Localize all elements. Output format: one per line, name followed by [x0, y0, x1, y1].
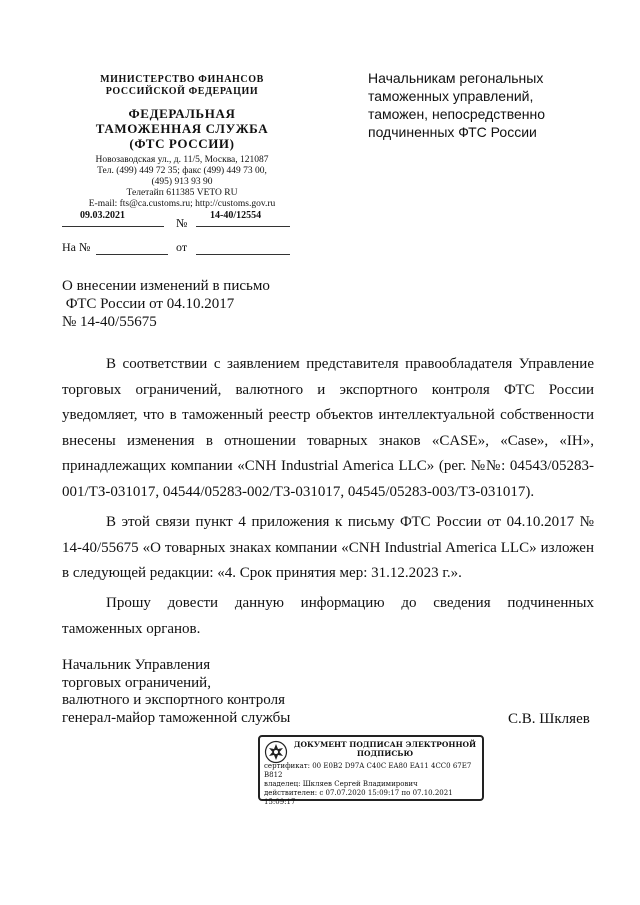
- signatory-name: С.В. Шкляев: [508, 711, 590, 727]
- body-paragraph-1: [62, 352, 594, 505]
- letter-date: 09.03.2021: [80, 210, 125, 221]
- service-name: [62, 106, 302, 151]
- paragraph-3-text: Прошу довести данную информацию до сведения подчиненных таможенных органов.: [62, 595, 594, 637]
- subject-line-2: ФТС России от 04.10.2017: [62, 296, 235, 312]
- ministry-line-1: МИНИСТЕРСТВО ФИНАНСОВ: [100, 74, 264, 85]
- addressee-line-1: Начальникам регональных: [368, 70, 544, 86]
- reference-from-underline: [196, 254, 290, 255]
- signatory-line-4: генерал-майор таможенной службы: [62, 709, 291, 726]
- address-line-3: (495) 913 93 90: [151, 177, 213, 187]
- signatory-line-2: торговых ограничений,: [62, 674, 211, 691]
- reference-underline: [96, 254, 168, 255]
- reference-from: от: [176, 240, 188, 254]
- signatory-line-1: Начальник Управления: [62, 657, 211, 673]
- service-line-3: (ФТС РОССИИ): [129, 136, 235, 151]
- stamp-title: ДОКУМЕНТ ПОДПИСАН ЭЛЕКТРОННОЙ ПОДПИСЬЮ: [293, 740, 477, 758]
- service-line-2: ТАМОЖЕННАЯ СЛУЖБА: [95, 121, 269, 136]
- body-paragraph-2: [62, 510, 594, 587]
- addressee-line-4: подчиненных ФТС России: [368, 124, 537, 140]
- number-underline: [196, 226, 290, 227]
- letter-number: 14-40/12554: [210, 210, 262, 221]
- addressee-line-2: таможенных управлений,: [368, 88, 534, 104]
- service-line-1: ФЕДЕРАЛЬНАЯ: [128, 106, 236, 121]
- stamp-certificate: сертификат: 00 E0B2 D97A C40C EA80 EA11 4CC0 67E7 B812: [264, 762, 472, 779]
- number-sign: №: [176, 216, 188, 230]
- address-line-5: E-mail: fts@ca.customs.ru; http://customs.gov.ru: [88, 199, 276, 209]
- signatory-line-3: валютного и экспортного контроля: [62, 692, 285, 708]
- stamp-details: [264, 762, 480, 807]
- ministry-line-2: РОССИЙСКОЙ ФЕДЕРАЦИИ: [105, 86, 259, 97]
- reference-label: На №: [62, 240, 91, 254]
- emblem-icon: [264, 740, 288, 764]
- e-signature-stamp: [258, 735, 484, 806]
- address-line-2: Тел. (499) 449 72 35; факс (499) 449 73 00,: [97, 166, 267, 176]
- service-address: [56, 155, 308, 210]
- stamp-validity: действителен: с 07.07.2020 15:09:17 по 07.10.2021 15:09:17: [264, 789, 453, 806]
- paragraph-2-text: В этой связи пункт 4 приложения к письму ФТС России от 04.10.2017 № 14-40/55675 «О товарных знаках компании «CNH Industrial America LLC» изложен в следующей редакции: «4. Срок принятия мер: 31.12.2023 г.».: [62, 514, 594, 581]
- stamp-owner: владелец: Шкляев Сергей Владимирович: [264, 780, 418, 788]
- date-underline: [62, 226, 164, 227]
- address-line-1: Новозаводская ул., д. 11/5, Москва, 121087: [95, 155, 269, 165]
- signatory-title: [62, 657, 362, 727]
- subject-line-1: О внесении изменений в письмо: [62, 278, 270, 294]
- addressee: [368, 69, 618, 141]
- subject-line-3: № 14-40/55675: [62, 314, 157, 330]
- ministry-name: [62, 74, 302, 98]
- letter-subject: [62, 277, 362, 331]
- addressee-line-3: таможен, непосредственно: [368, 106, 546, 122]
- address-line-4: Телетайп 611385 VETO RU: [126, 188, 238, 198]
- paragraph-1-text: В соответствии с заявлением представителя правообладателя Управление торговых ограничений, валютного и экспортного контроля ФТС России уведомляет, что в таможенный реестр объектов интеллектуальной собственности внесены изменения в отношении товарных знаков «CASE», «Case», «IH», принадлежащих компании «CNH Industrial America LLC» (рег. №№: 04543/05283-001/ТЗ-031017, 04544/05283-002/ТЗ-031017, 04545/05283-003/ТЗ-031017).: [62, 356, 594, 500]
- body-paragraph-3: [62, 591, 594, 642]
